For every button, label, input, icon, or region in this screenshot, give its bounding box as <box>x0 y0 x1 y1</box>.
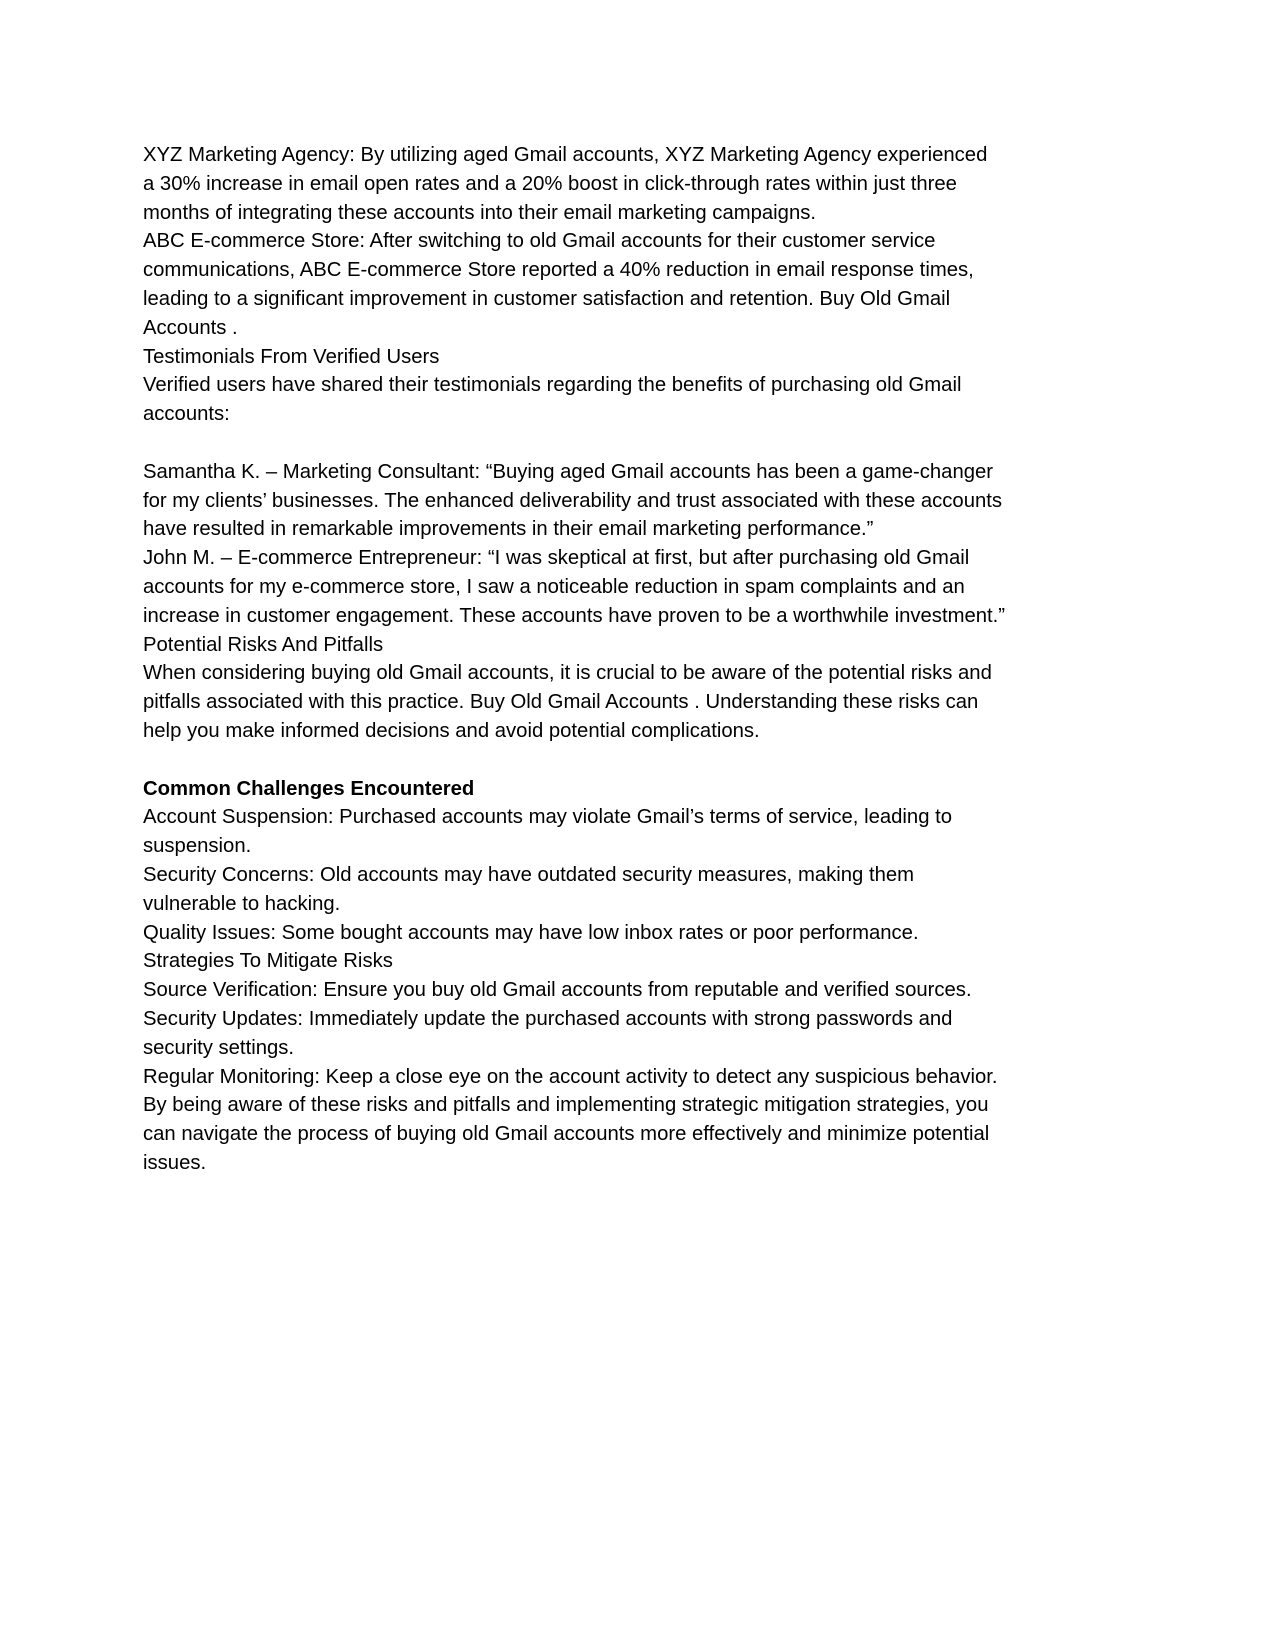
challenge-security <box>143 861 1083 919</box>
strategy-updates <box>143 1005 1083 1063</box>
text-line: Security Updates: Immediately update the purchased accounts with strong passwords and <box>143 1007 953 1030</box>
text-line: By being aware of these risks and pitfalls and implementing strategic mitigation strategies, you <box>143 1094 989 1117</box>
text-line: Accounts . <box>143 316 238 339</box>
text-line: security settings. <box>143 1036 295 1059</box>
risks-intro <box>143 659 1083 745</box>
text-line: accounts: <box>143 403 230 426</box>
conclusion-paragraph <box>143 1091 1083 1177</box>
spacer <box>143 429 1083 458</box>
case-study-xyz <box>143 141 1083 227</box>
text-line: leading to a significant improvement in customer satisfaction and retention. Buy Old Gmail <box>143 287 951 310</box>
text-line: suspension. <box>143 835 252 858</box>
text-line: When considering buying old Gmail accounts, it is crucial to be aware of the potential risks and <box>143 662 992 685</box>
case-study-abc <box>143 227 1083 342</box>
text-line: XYZ Marketing Agency: By utilizing aged Gmail accounts, XYZ Marketing Agency experienced <box>143 144 988 166</box>
strategy-monitoring: Regular Monitoring: Keep a close eye on the account activity to detect any suspicious behavior. <box>143 1065 998 1088</box>
text-line: months of integrating these accounts into their email marketing campaigns. <box>143 201 817 224</box>
document-page <box>143 141 1083 1178</box>
testimonials-intro <box>143 371 1083 429</box>
text-line: help you make informed decisions and avoid potential complications. <box>143 719 760 742</box>
testimonials-heading: Testimonials From Verified Users <box>143 345 440 368</box>
text-line: accounts for my e-commerce store, I saw a noticeable reduction in spam complaints and an <box>143 575 965 598</box>
strategy-verification: Source Verification: Ensure you buy old Gmail accounts from reputable and verified sources. <box>143 979 972 1002</box>
text-line: ABC E-commerce Store: After switching to old Gmail accounts for their customer service <box>143 230 936 253</box>
testimonial-john <box>143 544 1083 630</box>
challenges-heading: Common Challenges Encountered <box>143 777 475 800</box>
risks-heading: Potential Risks And Pitfalls <box>143 633 384 656</box>
spacer <box>143 746 1083 775</box>
text-line: a 30% increase in email open rates and a 20% boost in click-through rates within just three <box>143 172 957 195</box>
text-line: John M. – E-commerce Entrepreneur: “I was skeptical at first, but after purchasing old Gmail <box>143 547 970 570</box>
text-line: can navigate the process of buying old Gmail accounts more effectively and minimize potential <box>143 1123 990 1146</box>
testimonial-samantha <box>143 458 1083 544</box>
text-line: issues. <box>143 1151 207 1174</box>
text-line: Account Suspension: Purchased accounts may violate Gmail’s terms of service, leading to <box>143 806 953 829</box>
strategies-heading: Strategies To Mitigate Risks <box>143 950 393 973</box>
text-line: communications, ABC E-commerce Store reported a 40% reduction in email response times, <box>143 259 974 282</box>
challenge-quality: Quality Issues: Some bought accounts may have low inbox rates or poor performance. <box>143 921 919 944</box>
challenge-suspension <box>143 803 1083 861</box>
text-line: Samantha K. – Marketing Consultant: “Buying aged Gmail accounts has been a game-changer <box>143 460 994 483</box>
text-line: Verified users have shared their testimonials regarding the benefits of purchasing old Gmail <box>143 374 962 397</box>
text-line: have resulted in remarkable improvements in their email marketing performance.” <box>143 518 874 541</box>
text-line: Security Concerns: Old accounts may have outdated security measures, making them <box>143 863 915 886</box>
text-line: vulnerable to hacking. <box>143 892 341 915</box>
text-line: increase in customer engagement. These accounts have proven to be a worthwhile investment.” <box>143 604 1006 627</box>
text-line: for my clients’ businesses. The enhanced deliverability and trust associated with these accounts <box>143 489 1003 512</box>
text-line: pitfalls associated with this practice. Buy Old Gmail Accounts . Understanding these risks can <box>143 691 979 714</box>
